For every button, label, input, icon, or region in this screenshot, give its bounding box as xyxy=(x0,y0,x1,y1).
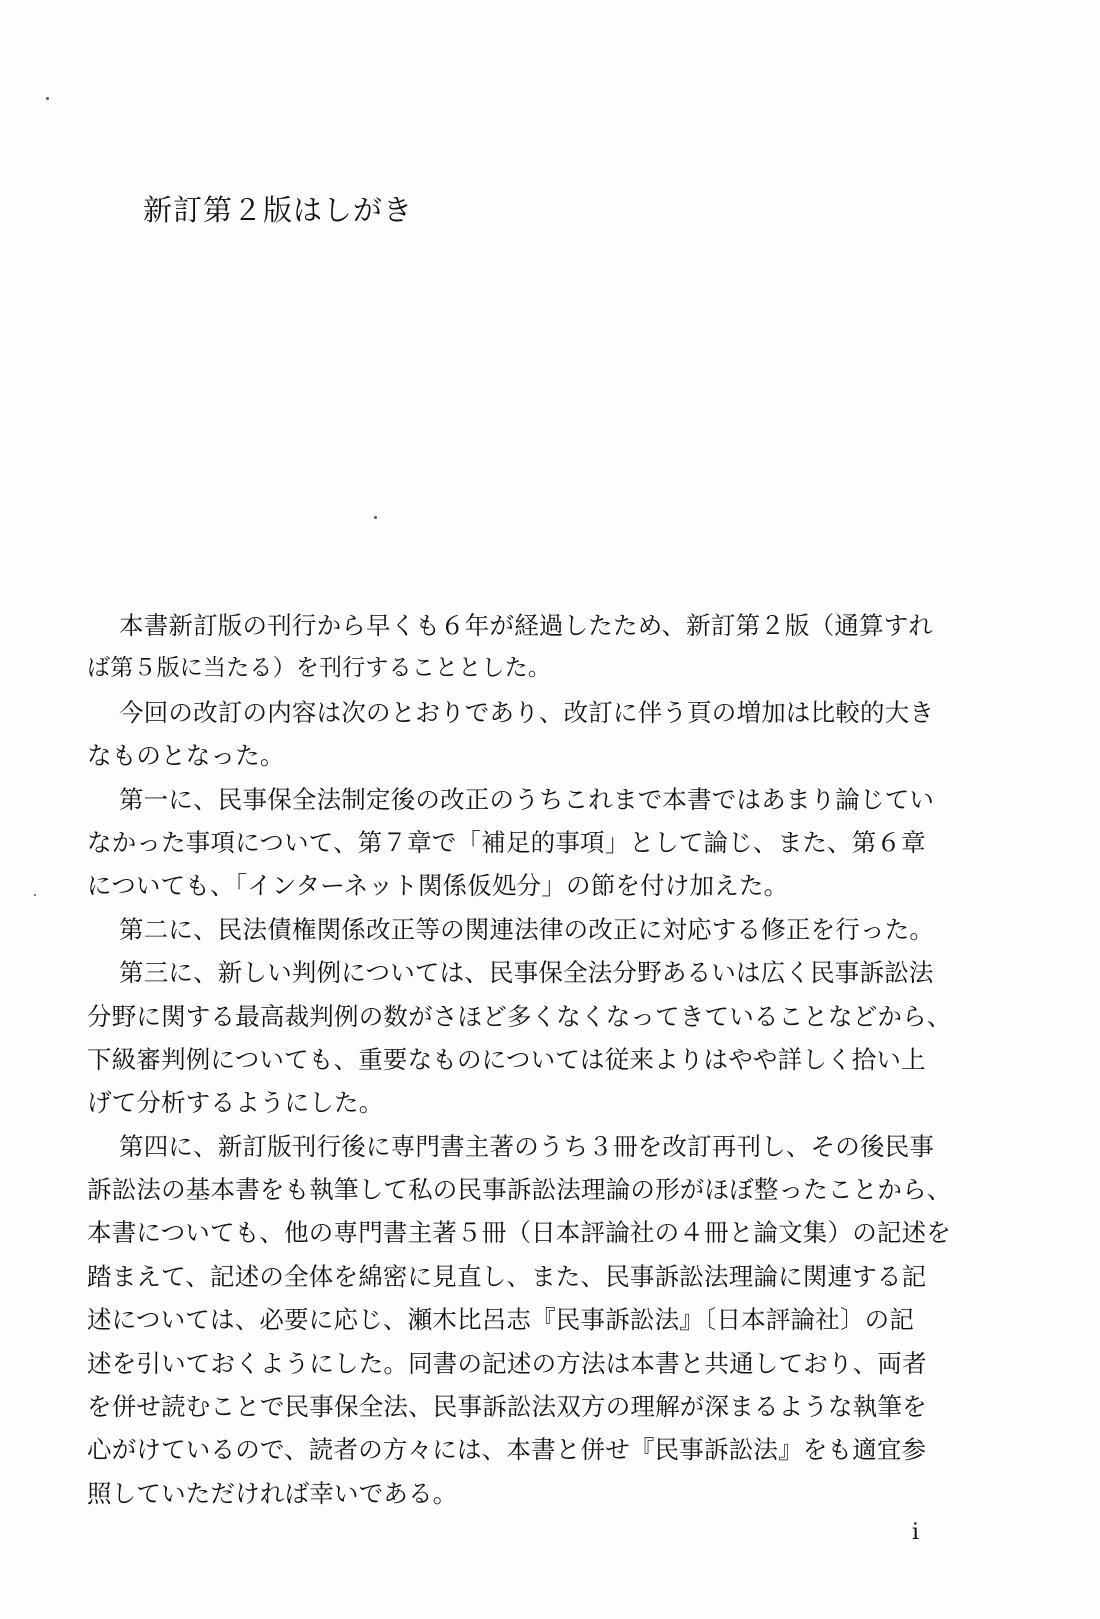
text-line: 心がけているので、読者の方々には、本書と併せ『民事訴訟法』をも適宜参 xyxy=(87,1435,927,1465)
text-line: 第三に、新しい判例については、民事保全法分野あるいは広く民事訴訟法 xyxy=(119,958,934,988)
text-line: 第一に、民事保全法制定後の改正のうちこれまで本書ではあまり論じてい xyxy=(119,784,935,814)
text-line: 述を引いておくようにした。同書の記述の方法は本書と共通しており、両者 xyxy=(87,1348,927,1378)
page-number: i xyxy=(912,1520,920,1545)
text-line: なものとなった。 xyxy=(87,741,285,771)
text-line: 本書新訂版の刊行から早くも６年が経過したため、新訂第２版（通算すれ xyxy=(119,611,934,640)
text-line: 第二に、民法債権関係改正等の関連法律の改正に対応する修正を行った。 xyxy=(119,914,935,944)
text-line: 訴訟法の基本書をも執筆して私の民事訴訟法理論の形がほぼ整ったことから、 xyxy=(87,1175,952,1205)
scan-speck xyxy=(46,97,49,100)
text-line: げて分析するようにした。 xyxy=(87,1088,384,1118)
text-line: 本書についても、他の専門書主著５冊（日本評論社の４冊と論文集）の記述を xyxy=(87,1218,952,1248)
text-line: ば第５版に当たる）を刊行することとした。 xyxy=(87,655,551,682)
text-line: 下級審判例についても、重要なものについては従来よりはやや詳しく拾い上 xyxy=(87,1044,926,1074)
text-line: 照していただければ幸いである。 xyxy=(87,1478,458,1508)
text-line: 述については、必要に応じ、瀬木比呂志『民事訴訟法』〔日本評論社〕の記 xyxy=(87,1305,915,1335)
page-title: 新訂第２版はしがき xyxy=(143,193,414,227)
scan-speck xyxy=(374,516,377,519)
scan-speck xyxy=(34,894,36,896)
text-line: 分野に関する最高裁判例の数がさほど多くなくなってきていることなどから、 xyxy=(87,1001,952,1031)
text-line: 第四に、新訂版刊行後に専門書主著のうち３冊を改訂再刊し、その後民事 xyxy=(119,1131,935,1161)
text-line: を併せ読むことで民事保全法、民事訴訟法双方の理解が深まるような執筆を xyxy=(87,1392,927,1422)
text-line: 今回の改訂の内容は次のとおりであり、改訂に伴う頁の増加は比較的大き xyxy=(119,697,935,727)
text-line: についても、「インターネット関係仮処分」の節を付け加えた。 xyxy=(87,871,789,901)
text-line: なかった事項について、第７章で「補足的事項」として論じ、また、第６章 xyxy=(87,827,926,857)
body-text xyxy=(87,604,952,1515)
text-line: 踏まえて、記述の全体を綿密に見直し、また、民事訴訟法理論に関連する記 xyxy=(87,1261,927,1291)
